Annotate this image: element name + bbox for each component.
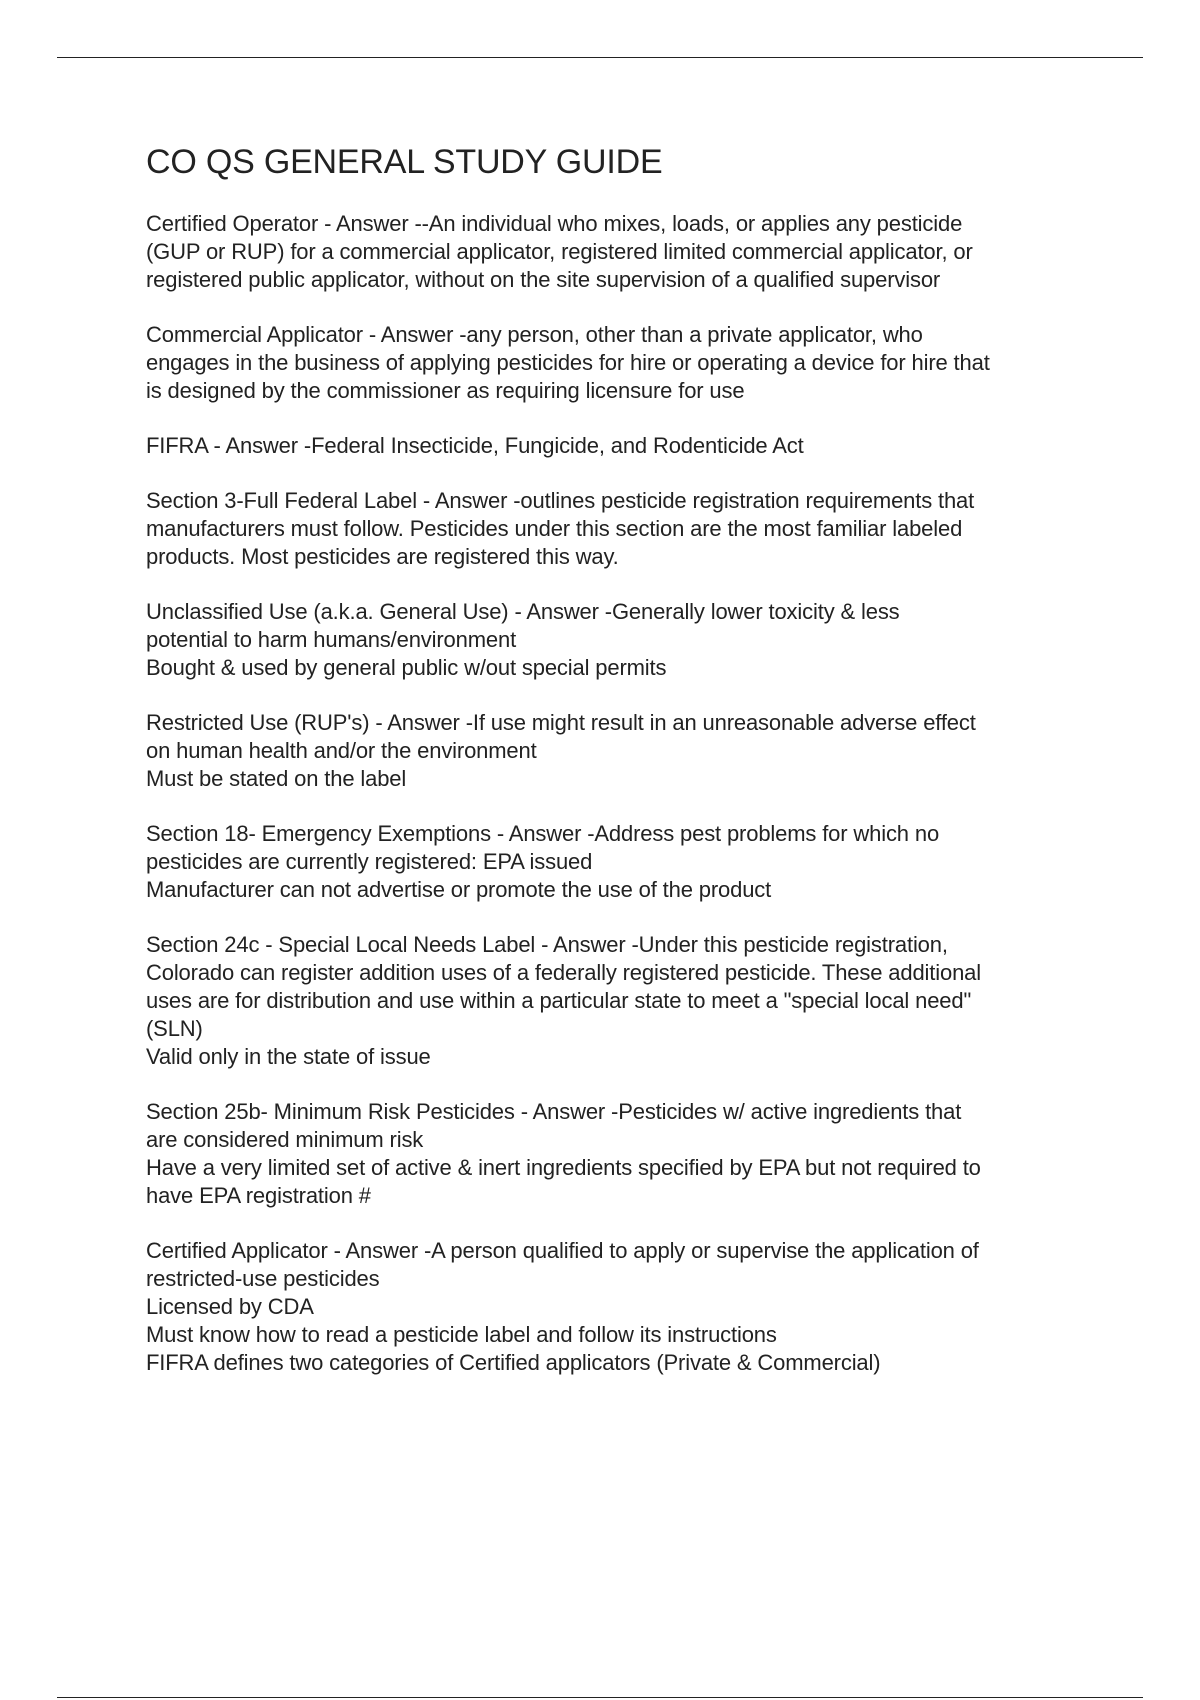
entry-text-line: pesticides are currently registered: EPA issued <box>146 849 593 874</box>
study-entry <box>146 210 1091 294</box>
entry-text-line: FIFRA defines two categories of Certified applicators (Private & Commercial) <box>146 1350 881 1375</box>
document-body <box>146 140 1091 1404</box>
entry-text-line: Manufacturer can not advertise or promote the use of the product <box>146 877 772 902</box>
top-rule <box>57 57 1143 58</box>
entry-text-line: manufacturers must follow. Pesticides under this section are the most familiar labeled <box>146 516 963 541</box>
entry-term-line: Section 25b- Minimum Risk Pesticides - Answer -Pesticides w/ active ingredients that <box>146 1099 962 1124</box>
entry-text-line: Valid only in the state of issue <box>146 1044 431 1069</box>
entry-term-line: Section 18- Emergency Exemptions - Answer -Address pest problems for which no <box>146 821 940 846</box>
entry-text-line: is designed by the commissioner as requiring licensure for use <box>146 378 745 403</box>
entry-term-line: Certified Operator - Answer --An individual who mixes, loads, or applies any pesticide <box>146 211 963 236</box>
entry-term-line: Unclassified Use (a.k.a. General Use) - Answer -Generally lower toxicity & less <box>146 599 900 624</box>
entry-text-line: are considered minimum risk <box>146 1127 424 1152</box>
study-entry <box>146 598 1091 682</box>
entry-term-line: Restricted Use (RUP's) - Answer -If use might result in an unreasonable adverse effect <box>146 710 976 735</box>
entry-text-line: have EPA registration # <box>146 1183 371 1208</box>
study-entry <box>146 487 1091 571</box>
study-entry <box>146 820 1091 904</box>
entry-text-line: restricted-use pesticides <box>146 1266 380 1291</box>
bottom-rule <box>57 1697 1143 1698</box>
entry-text-line: potential to harm humans/environment <box>146 627 517 652</box>
study-entry <box>146 1237 1091 1377</box>
entry-term-line: Section 24c - Special Local Needs Label - Answer -Under this pesticide registration, <box>146 932 948 957</box>
entry-text-line: Must know how to read a pesticide label and follow its instructions <box>146 1322 777 1347</box>
entry-text-line: Bought & used by general public w/out special permits <box>146 655 667 680</box>
entry-text-line: engages in the business of applying pesticides for hire or operating a device for hire that <box>146 350 990 375</box>
entry-term-line: Commercial Applicator - Answer -any person, other than a private applicator, who <box>146 322 923 347</box>
study-entry <box>146 321 1091 405</box>
entry-text-line: Have a very limited set of active & inert ingredients specified by EPA but not required to <box>146 1155 981 1180</box>
entry-text-line: on human health and/or the environment <box>146 738 537 763</box>
entry-term-line: Certified Applicator - Answer -A person qualified to apply or supervise the application of <box>146 1238 979 1263</box>
study-entry <box>146 931 1091 1071</box>
entry-list <box>146 210 1091 1377</box>
entry-term-line: FIFRA - Answer -Federal Insecticide, Fungicide, and Rodenticide Act <box>146 433 804 458</box>
entry-text-line: (GUP or RUP) for a commercial applicator, registered limited commercial applicator, or <box>146 239 973 264</box>
entry-text-line: registered public applicator, without on the site supervision of a qualified supervisor <box>146 267 941 292</box>
entry-text-line: Colorado can register addition uses of a federally registered pesticide. These additional <box>146 960 981 985</box>
entry-text-line: uses are for distribution and use within a particular state to meet a "special local need" <box>146 988 972 1013</box>
page-title: CO QS GENERAL STUDY GUIDE <box>146 143 663 181</box>
entry-text-line: Must be stated on the label <box>146 766 407 791</box>
study-entry <box>146 709 1091 793</box>
entry-text-line: products. Most pesticides are registered this way. <box>146 544 619 569</box>
entry-text-line: (SLN) <box>146 1016 203 1041</box>
entry-text-line: Licensed by CDA <box>146 1294 314 1319</box>
study-entry <box>146 1098 1091 1210</box>
study-entry <box>146 432 1091 460</box>
entry-term-line: Section 3-Full Federal Label - Answer -outlines pesticide registration requirements that <box>146 488 975 513</box>
